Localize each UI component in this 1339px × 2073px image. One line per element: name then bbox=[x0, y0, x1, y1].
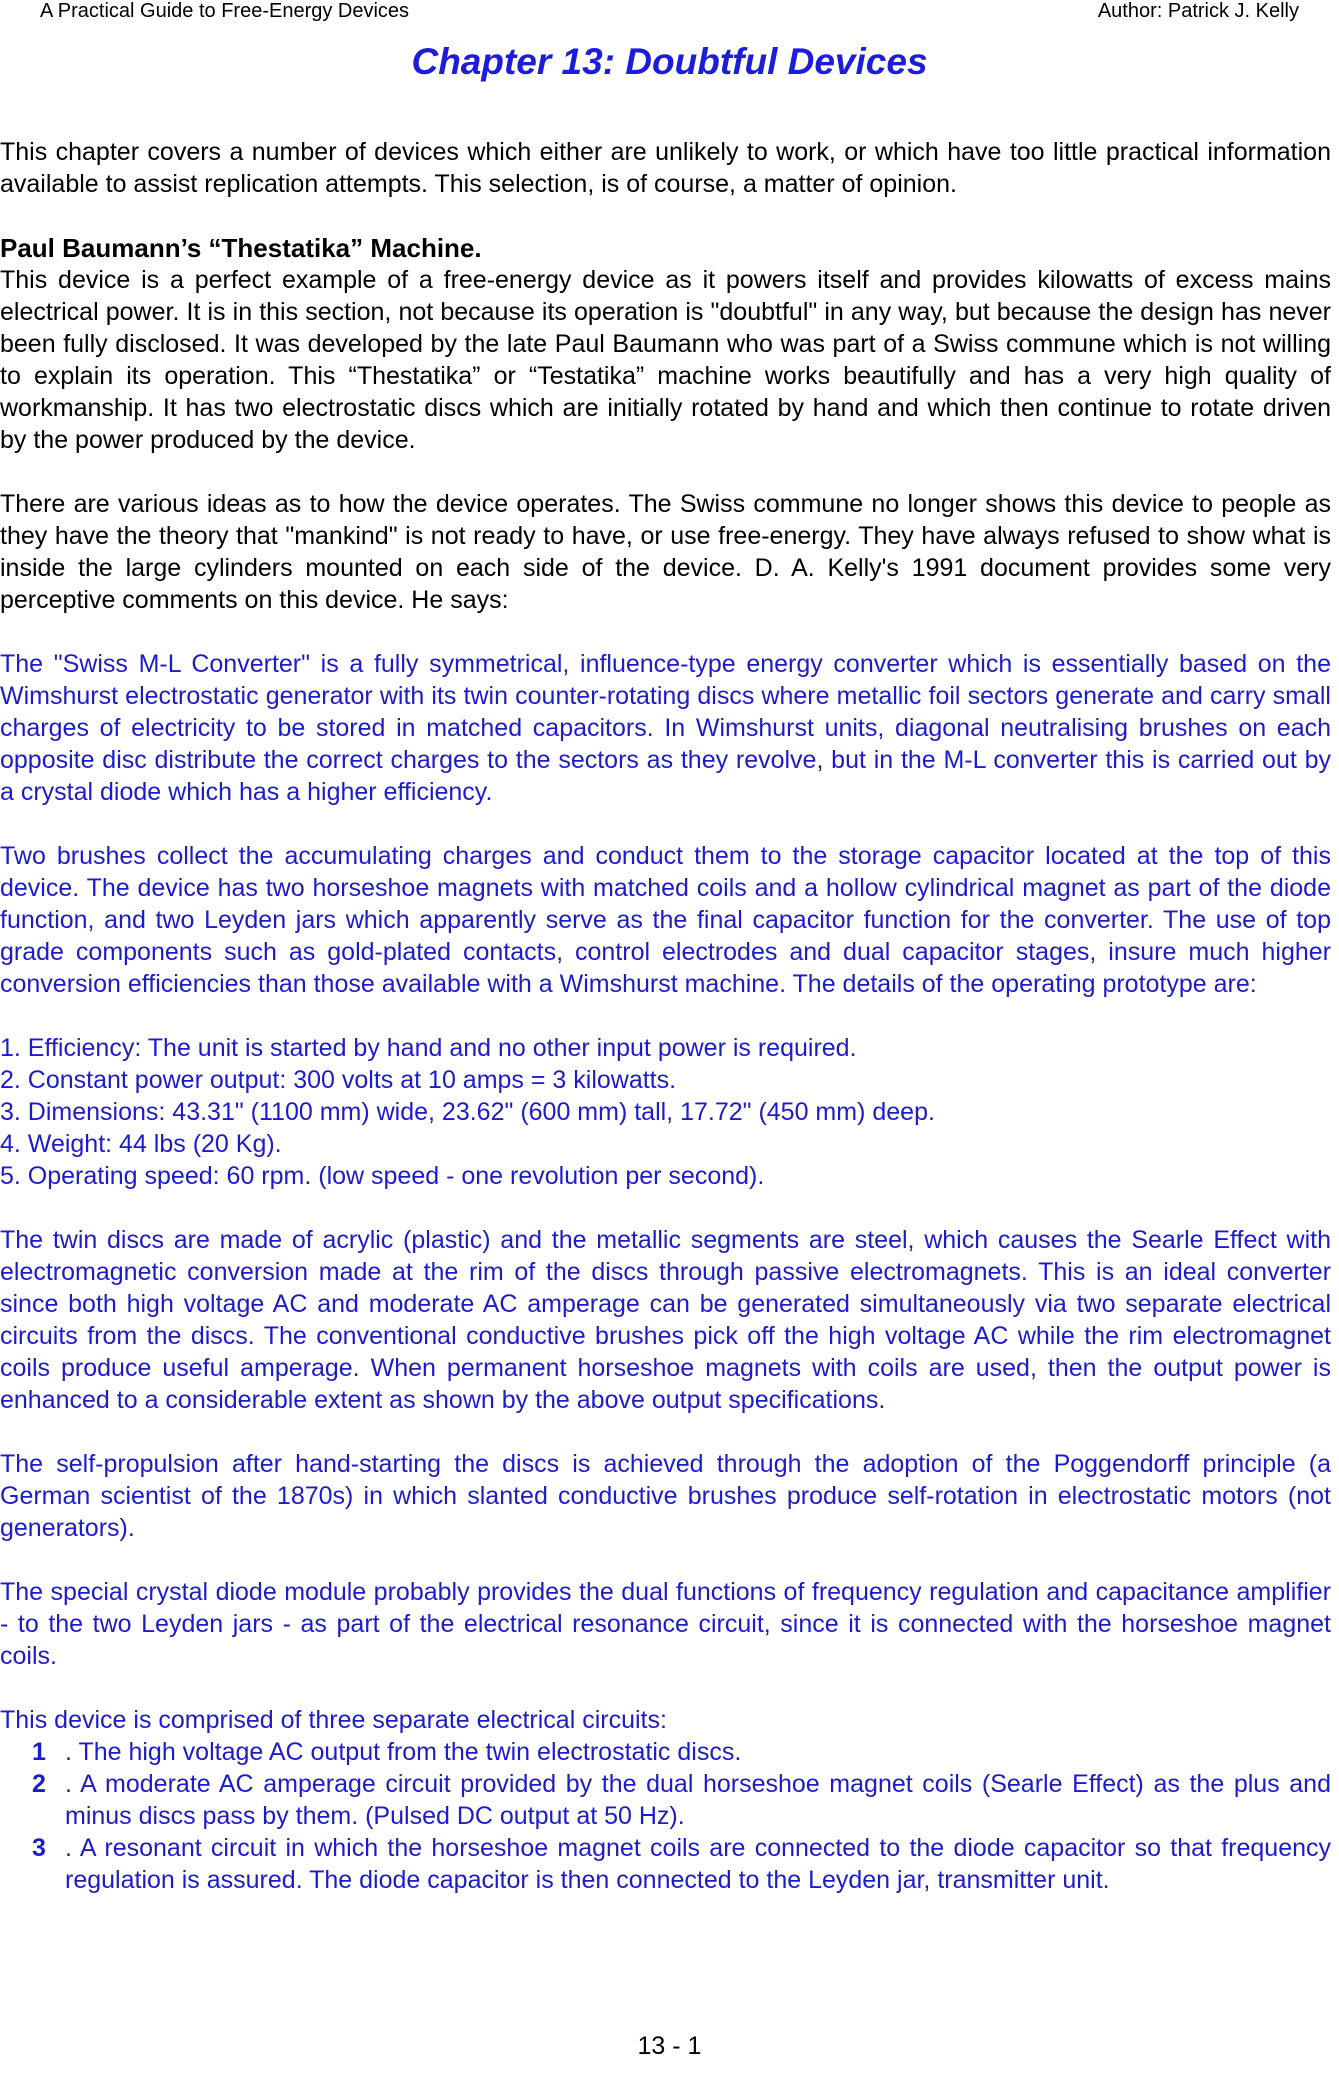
chapter-title: Chapter 13: Doubtful Devices bbox=[411, 41, 928, 82]
circuit-item bbox=[0, 1832, 1331, 1896]
circuit-text: . A resonant circuit in which the horseshoe magnet coils are connected to the diode capacitor so that frequency regulation is assured. The diode capacitor is then connected to the Leyden jar, transmitter unit. bbox=[65, 1834, 1331, 1894]
body-paragraph: This device is a perfect example of a free-energy device as it powers itself and provides kilowatts of excess mains electrical power. It is in this section, not because its operation is "doubtful" in any way, but because the design has never been fully disclosed. It was developed by the late Paul Baumann who was part of a Swiss commune which is not willing to explain its operation. This “Thestatika” or “Testatika” machine works beautifully and has a very high quality of workmanship. It has two electrostatic discs which are initially rotated by hand and which then continue to rotate driven by the power produced by the device. bbox=[0, 266, 1331, 454]
section-heading: Paul Baumann’s “Thestatika” Machine. bbox=[0, 233, 482, 263]
quote-paragraph: This device is comprised of three separate electrical circuits: bbox=[0, 1706, 667, 1734]
page-number: 13 - 1 bbox=[637, 2032, 702, 2060]
body-paragraph: There are various ideas as to how the device operates. The Swiss commune no longer shows this device to people as they have the theory that "mankind" is not ready to have, or use free-energy. They have always refused to show what is inside the large cylinders mounted on each side of the device. D. A. Kelly's 1991 document provides some very perceptive comments on this device. He says: bbox=[0, 490, 1331, 614]
circuit-list bbox=[0, 1736, 1331, 1896]
spec-list bbox=[0, 1032, 1331, 1192]
spec-item: 2. Constant power output: 300 volts at 10 amps = 3 kilowatts. bbox=[0, 1066, 677, 1094]
circuit-number: 2 bbox=[32, 1770, 46, 1798]
circuit-text: . The high voltage AC output from the twin electrostatic discs. bbox=[65, 1738, 742, 1766]
circuit-text: . A moderate AC amperage circuit provided by the dual horseshoe magnet coils (Searle Effect) as the plus and minus discs pass by them. (Pulsed DC output at 50 Hz). bbox=[65, 1770, 1331, 1830]
quote-paragraph: The self-propulsion after hand-starting the discs is achieved through the adoption of the Poggendorff principle (a German scientist of the 1870s) in which slanted conductive brushes produce self-rotation in electrostatic motors (not generators). bbox=[0, 1450, 1331, 1542]
quote-paragraph: Two brushes collect the accumulating charges and conduct them to the storage capacitor located at the top of this device. The device has two horseshoe magnets with matched coils and a hollow cylindrical magnet as part of the diode function, and two Leyden jars which apparently serve as the final capacitor function for the converter. The use of top grade components such as gold-plated contacts, control electrodes and dual capacitor stages, insure much higher conversion efficiencies than those available with a Wimshurst machine. The details of the operating prototype are: bbox=[0, 842, 1331, 998]
quote-paragraph: The twin discs are made of acrylic (plastic) and the metallic segments are steel, which causes the Searle Effect with electromagnetic conversion made at the rim of the discs through passive electromagnets. This is an ideal converter since both high voltage AC and moderate AC amperage can be generated simultaneously via two separate electrical circuits from the discs. The conventional conductive brushes pick off the high voltage AC while the rim electromagnet coils produce useful amperage. When permanent horseshoe magnets with coils are used, then the output power is enhanced to a considerable extent as shown by the above output specifications. bbox=[0, 1226, 1331, 1414]
circuit-item bbox=[0, 1768, 1331, 1832]
spec-item: 4. Weight: 44 lbs (20 Kg). bbox=[0, 1130, 282, 1158]
body-content bbox=[0, 136, 1331, 1896]
quote-paragraph: The special crystal diode module probably provides the dual functions of frequency regulation and capacitance amplifier - to the two Leyden jars - as part of the electrical resonance circuit, since it is connected with the horseshoe magnet coils. bbox=[0, 1578, 1331, 1670]
intro-paragraph: This chapter covers a number of devices which either are unlikely to work, or which have too little practical information available to assist replication attempts. This selection, is of course, a matter of opinion. bbox=[0, 138, 1331, 198]
circuit-item bbox=[0, 1736, 1331, 1768]
spec-item: 5. Operating speed: 60 rpm. (low speed - one revolution per second). bbox=[0, 1162, 765, 1190]
running-header-author: Author: Patrick J. Kelly bbox=[1097, 0, 1299, 22]
quote-paragraph: The "Swiss M-L Converter" is a fully symmetrical, influence-type energy converter which is essentially based on the Wimshurst electrostatic generator with its twin counter-rotating discs where metallic foil sectors generate and carry small charges of electricity to be stored in matched capacitors. In Wimshurst units, diagonal neutralising brushes on each opposite disc distribute the correct charges to the sectors as they revolve, but in the M-L converter this is carried out by a crystal diode which has a higher efficiency. bbox=[0, 650, 1331, 806]
spec-item: 3. Dimensions: 43.31" (1100 mm) wide, 23.62" (600 mm) tall, 17.72" (450 mm) deep. bbox=[0, 1098, 935, 1126]
running-header-title: A Practical Guide to Free-Energy Devices bbox=[40, 0, 410, 22]
circuit-number: 1 bbox=[32, 1738, 46, 1766]
circuit-number: 3 bbox=[32, 1834, 46, 1862]
spec-item: 1. Efficiency: The unit is started by hand and no other input power is required. bbox=[0, 1034, 857, 1062]
